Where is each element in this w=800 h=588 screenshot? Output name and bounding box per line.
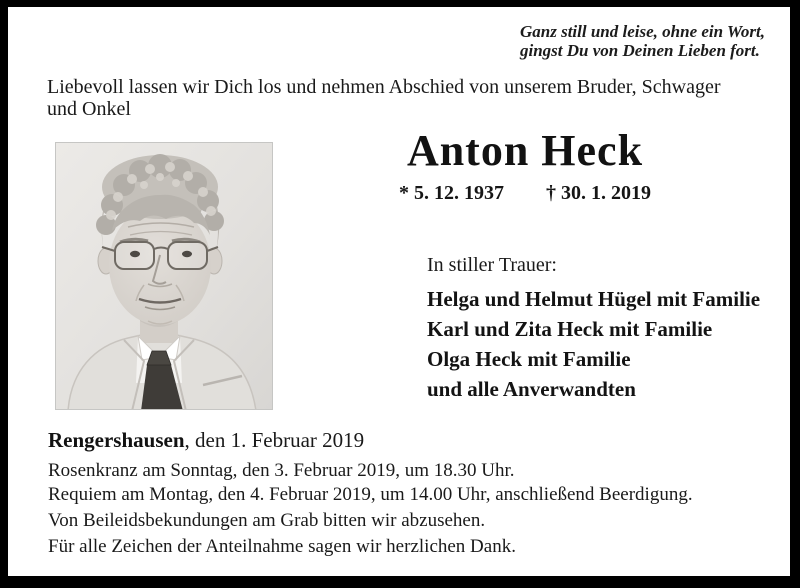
condolence-quote-line-2: gingst Du von Deinen Lieben fort.	[520, 41, 760, 60]
closing-line-condolences: Von Beileidsbekundungen am Grab bitten wir abzusehen.	[48, 510, 486, 531]
place-name: Rengershausen	[48, 428, 185, 452]
life-dates	[340, 182, 710, 205]
place-date-suffix: , den 1. Februar 2019	[184, 428, 365, 452]
mourner-line-1: Helga und Helmut Hügel mit Familie	[427, 287, 761, 311]
place-date-line	[48, 428, 364, 453]
birth-date: * 5. 12. 1937	[399, 182, 504, 204]
condolence-quote	[520, 22, 765, 60]
portrait-illustration	[56, 143, 273, 410]
portrait-photo	[55, 142, 273, 410]
event-line-requiem: Requiem am Montag, den 4. Februar 2019, um 14.00 Uhr, anschließend Beerdigung.	[48, 484, 693, 505]
deceased-name: Anton Heck	[406, 126, 644, 175]
mourning-heading: In stiller Trauer:	[427, 254, 557, 276]
closing-line-thanks: Für alle Zeichen der Anteilnahme sagen wir herzlichen Dank.	[48, 536, 516, 557]
mourner-line-2: Karl und Zita Heck mit Familie	[427, 317, 713, 341]
intro-line-1: Liebevoll lassen wir Dich los und nehmen Abschied von unserem Bruder, Schwager	[47, 76, 721, 98]
death-date: † 30. 1. 2019	[546, 182, 651, 204]
condolence-quote-line-1: Ganz still und leise, ohne ein Wort,	[520, 22, 765, 41]
intro-text	[47, 76, 721, 120]
deceased-block	[340, 128, 710, 205]
mourner-line-3: Olga Heck mit Familie	[427, 347, 631, 371]
mourners-list	[427, 284, 760, 404]
mourner-line-4: und alle Anverwandten	[427, 377, 636, 401]
intro-line-2: und Onkel	[47, 98, 131, 120]
event-line-rosenkranz: Rosenkranz am Sonntag, den 3. Februar 2019, um 18.30 Uhr.	[48, 460, 515, 481]
